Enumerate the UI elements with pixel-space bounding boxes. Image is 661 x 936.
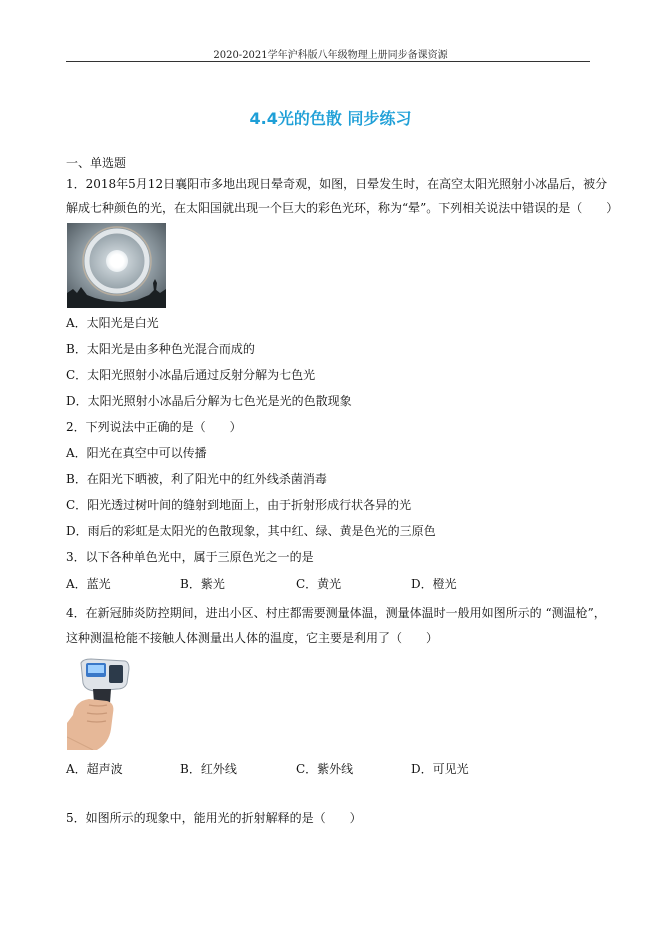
q1-option-d: D．太阳光照射小冰晶后分解为七色光是光的色散现象 [66,394,352,408]
q3-option-c: C．黄光 [296,577,342,591]
q2-option-b: B．在阳光下晒被，利了阳光中的红外线杀菌消毒 [66,472,327,486]
q1-option-c: C．太阳光照射小冰晶后通过反射分解为七色光 [66,368,316,382]
q2-option-a: A．阳光在真空中可以传播 [66,446,207,460]
thermometer-gun-image [67,657,131,750]
header-rule [66,61,590,62]
q2-option-d: D．雨后的彩虹是太阳光的色散现象，其中红、绿、黄是色光的三原色 [66,524,436,538]
q4-stem-line-2: 这种测温枪能不接触人体测量出人体的温度，它主要是利用了（ ） [66,631,439,645]
q3-option-b: B．紫光 [180,577,225,591]
q3-option-a: A．蓝光 [66,577,111,591]
section-heading: 一、单选题 [66,156,127,170]
q1-stem-line-1: 1．2018年5月12日襄阳市多地出现日晕奇观，如图，日晕发生时，在高空太阳光照射小冰晶后，被分 [66,177,608,191]
sun-halo-image [67,223,166,308]
sun-halo-photo [67,223,166,308]
q4-option-b: B．红外线 [180,762,237,776]
q5-stem: 5．如图所示的现象中，能用光的折射解释的是（ ） [66,811,362,825]
q1-option-a: A．太阳光是白光 [66,316,159,330]
page-header: 2020-2021学年沪科版八年级物理上册同步备课资源 [213,50,448,61]
q4-stem-line-1: 4．在新冠肺炎防控期间，进出小区、村庄都需要测量体温，测量体温时一般用如图所示的 “测温枪”， [66,606,606,620]
q4-option-d: D．可见光 [411,762,469,776]
q4-option-a: A．超声波 [66,762,123,776]
q3-option-d: D．橙光 [411,577,457,591]
q2-stem: 2．下列说法中正确的是（ ） [66,420,242,434]
q2-option-c: C．阳光透过树叶间的缝射到地面上，由于折射形成行状各异的光 [66,498,412,512]
q3-stem: 3．以下各种单色光中，属于三原色光之一的是 [66,550,314,564]
q1-option-b: B．太阳光是由多种色光混合而成的 [66,342,255,356]
page-title: 4.4光的色散 同步练习 [249,109,412,128]
thermometer-gun-photo [67,657,131,750]
q1-stem-line-2: 解成七种颜色的光，在太阳国就出现一个巨大的彩色光环，称为“晕”。下列相关说法中错误的是（ ） [66,201,619,215]
q4-option-c: C．紫外线 [296,762,354,776]
